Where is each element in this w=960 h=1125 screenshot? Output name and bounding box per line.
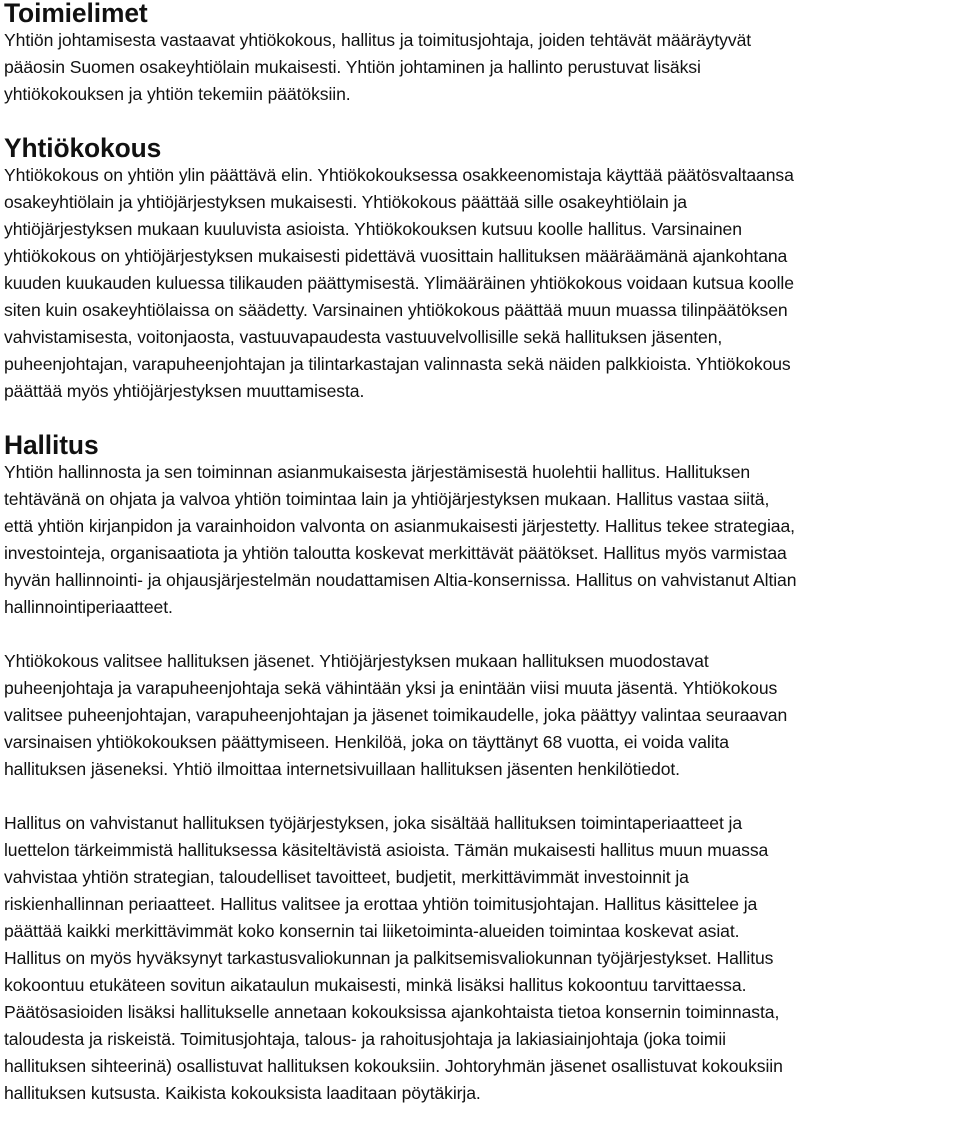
text-line: Yhtiökokous on yhtiön ylin päättävä elin. Yhtiökokouksessa osakkeenomistaja käyttää päätösvaltaansa [4, 165, 794, 185]
text-line: hallituksen jäseneksi. Yhtiö ilmoittaa internetsivuillaan hallituksen jäsenten henkilötiedot. [4, 759, 680, 779]
text-line: Yhtiön johtamisesta vastaavat yhtiökokous, hallitus ja toimitusjohtaja, joiden tehtävät määräytyvät [4, 30, 752, 50]
text-line: taloudesta ja riskeistä. Toimitusjohtaja, talous- ja rahoitusjohtaja ja lakiasiainjohtaja (joka toimii [4, 1029, 726, 1049]
document-page [4, 0, 954, 1107]
text-line: vahvistaa yhtiön strategian, taloudelliset tavoitteet, budjetit, merkittävimmät investoinnit ja [4, 867, 689, 887]
text-line: osakeyhtiölain ja yhtiöjärjestyksen mukaisesti. Yhtiökokous päättää sille osakeyhtiölain ja [4, 192, 687, 212]
text-line: tehtävänä on ohjata ja valvoa yhtiön toimintaa lain ja yhtiöjärjestyksen mukaan. Hallitus vastaa siitä, [4, 489, 770, 509]
text-line: Hallitus on vahvistanut hallituksen työjärjestyksen, joka sisältää hallituksen toimintaperiaatteet ja [4, 813, 743, 833]
text-line: kokoontuu etukäteen sovitun aikataulun mukaisesti, minkä lisäksi hallitus kokoontuu tarvittaessa. [4, 975, 747, 995]
text-line: kuuden kuukauden kuluessa tilikauden päättymisestä. Ylimääräinen yhtiökokous voidaan kutsua koolle [4, 273, 794, 293]
paragraph-hallitus-1 [4, 459, 954, 621]
text-line: puheenjohtaja ja varapuheenjohtaja sekä vähintään yksi ja enintään viisi muuta jäsentä. Yhtiökokous [4, 678, 778, 698]
text-line: siten kuin osakeyhtiölaissa on säädetty. Varsinainen yhtiökokous päättää muun muassa tilinpäätöksen [4, 300, 788, 320]
text-line: hallituksen kutsusta. Kaikista kokouksista laaditaan pöytäkirja. [4, 1083, 481, 1103]
text-line: yhtiöjärjestyksen mukaan kuuluvista asioista. Yhtiökokouksen kutsuu koolle hallitus. Varsinainen [4, 219, 742, 239]
text-line: riskienhallinnan periaatteet. Hallitus valitsee ja erottaa yhtiön toimitusjohtajan. Hallitus käsittelee ja [4, 894, 758, 914]
text-line: pääosin Suomen osakeyhtiölain mukaisesti. Yhtiön johtaminen ja hallinto perustuvat lisäksi [4, 57, 701, 77]
text-line: hallituksen sihteerinä) osallistuvat hallituksen kokouksiin. Johtoryhmän jäsenet osallistuvat kokouksiin [4, 1056, 783, 1076]
paragraph-toimielimet [4, 27, 954, 108]
text-line: varsinaisen yhtiökokouksen päättymiseen. Henkilöä, joka on täyttänyt 68 vuotta, ei voida valita [4, 732, 729, 752]
text-line: yhtiökokous on yhtiöjärjestyksen mukaisesti pidettävä vuosittain hallituksen määräämänä ajankohtana [4, 246, 788, 266]
paragraph-hallitus-2 [4, 648, 954, 783]
heading-toimielimet: Toimielimet [4, 0, 148, 28]
text-line: Yhtiön hallinnosta ja sen toiminnan asianmukaisesta järjestämisestä huolehtii hallitus. Hallituksen [4, 462, 751, 482]
text-line: hyvän hallinnointi- ja ohjausjärjestelmän noudattamisen Altia-konsernissa. Hallitus on vahvistanut Altian [4, 570, 797, 590]
paragraph-gap [4, 405, 954, 432]
paragraph-yhtiokokous [4, 162, 954, 405]
heading-hallitus: Hallitus [4, 430, 99, 460]
text-line: puheenjohtajan, varapuheenjohtajan ja tilintarkastajan valinnasta sekä näiden palkkioista. Yhtiökokous [4, 354, 791, 374]
text-line: vahvistamisesta, voitonjaosta, vastuuvapaudesta vastuuvelvollisille sekä hallituksen jäsenten, [4, 327, 723, 347]
paragraph-gap [4, 621, 954, 648]
text-line: Hallitus on myös hyväksynyt tarkastusvaliokunnan ja palkitsemisvaliokunnan työjärjestykset. Hallitus [4, 948, 774, 968]
text-line: Päätösasioiden lisäksi hallitukselle annetaan kokouksissa ajankohtaista tietoa konsernin toiminnasta, [4, 1002, 780, 1022]
text-line: luettelon tärkeimmistä hallituksessa käsiteltävistä asioista. Tämän mukaisesti hallitus muun muassa [4, 840, 769, 860]
text-line: investointeja, organisaatiota ja yhtiön taloutta koskevat merkittävät päätökset. Hallitus myös varmistaa [4, 543, 787, 563]
text-line: päättää myös yhtiöjärjestyksen muuttamisesta. [4, 381, 365, 401]
paragraph-hallitus-3 [4, 810, 954, 1107]
text-line: että yhtiön kirjanpidon ja varainhoidon valvonta on asianmukaisesti järjestetty. Hallitus tekee strategiaa, [4, 516, 795, 536]
text-line: päättää kaikki merkittävimmät koko konsernin tai liiketoiminta-alueiden toimintaa koskevat asiat. [4, 921, 740, 941]
paragraph-gap [4, 108, 954, 135]
text-line: hallinnointiperiaatteet. [4, 597, 173, 617]
text-line: yhtiökokouksen ja yhtiön tekemiin päätöksiin. [4, 84, 351, 104]
heading-yhtiokokous: Yhtiökokous [4, 133, 162, 163]
text-line: valitsee puheenjohtajan, varapuheenjohtajan ja jäsenet toimikaudelle, joka päättyy valintaa seuraavan [4, 705, 788, 725]
paragraph-gap [4, 783, 954, 810]
text-line: Yhtiökokous valitsee hallituksen jäsenet. Yhtiöjärjestyksen mukaan hallituksen muodostavat [4, 651, 709, 671]
